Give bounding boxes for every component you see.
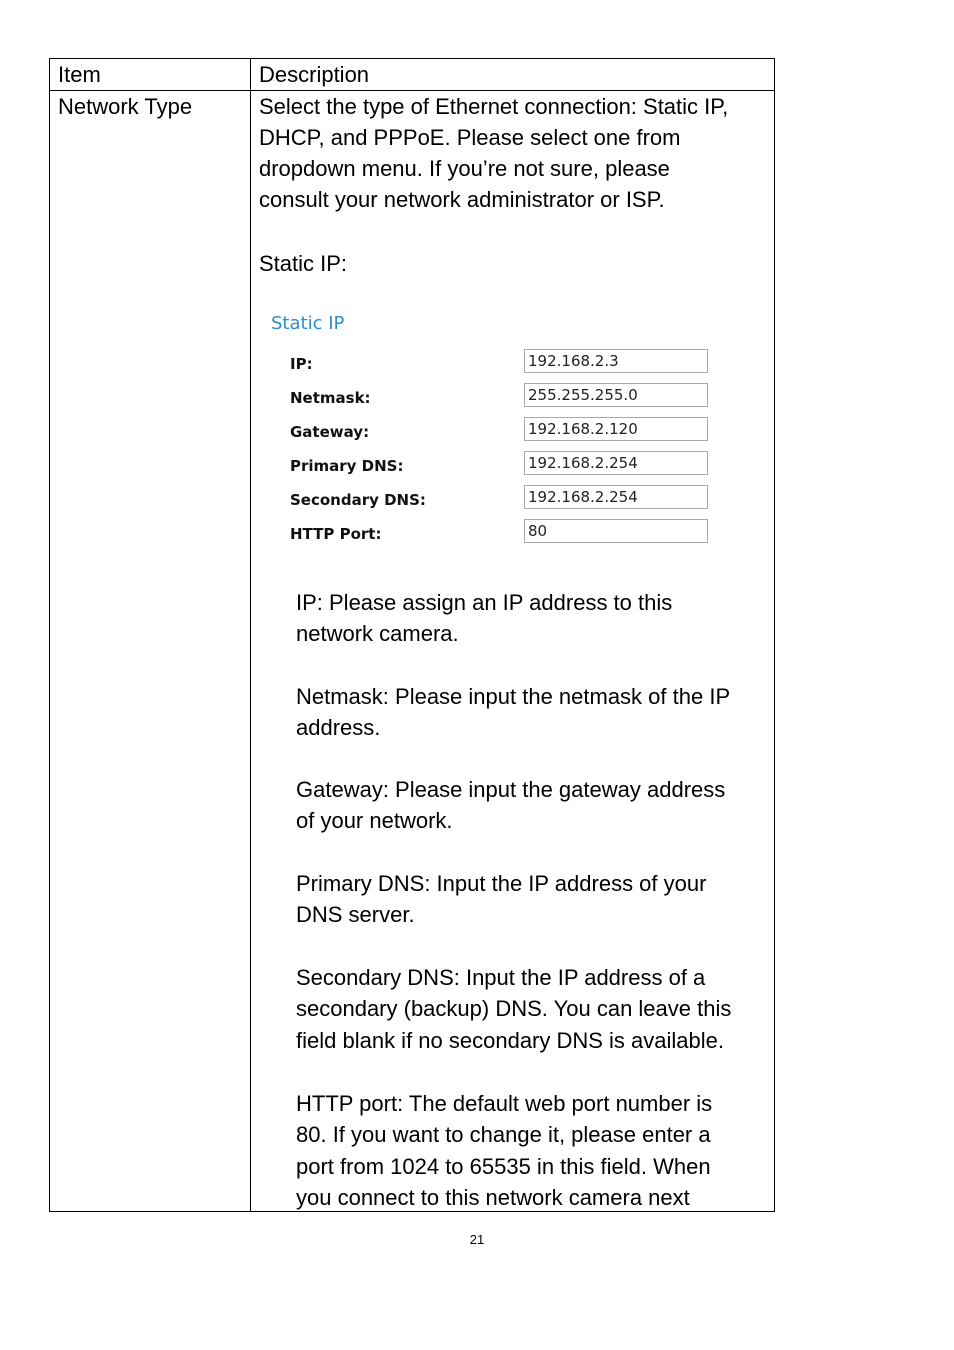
explanation-line: 80. If you want to change it, please enter a <box>296 1122 711 1148</box>
http-port-label: HTTP Port: <box>290 525 382 543</box>
description-table <box>49 58 775 1212</box>
explanation-line: Netmask: Please input the netmask of the IP <box>296 684 731 709</box>
gateway-label: Gateway: <box>290 423 370 441</box>
explanation-line: port from 1024 to 65535 in this field. When <box>296 1153 711 1179</box>
explanation-line: secondary (backup) DNS. You can leave this <box>296 996 732 1022</box>
explanation-line: of your network. <box>296 808 453 834</box>
explanation-line: Gateway: Please input the gateway address <box>296 777 726 802</box>
secondary-dns-input[interactable]: 192.168.2.254 <box>524 485 708 509</box>
secondary-dns-row <box>260 485 720 519</box>
secondary-dns-explanation <box>296 962 766 1056</box>
primary-dns-row <box>260 451 720 485</box>
netmask-explanation <box>296 681 766 744</box>
primary-dns-label: Primary DNS: <box>290 457 404 475</box>
netmask-row <box>260 383 720 417</box>
explanation-line: address. <box>296 715 381 741</box>
http-port-row <box>260 519 720 553</box>
intro-line: Select the type of Ethernet connection: Static IP, <box>259 94 729 119</box>
header-item: Item <box>58 62 101 87</box>
intro-line: dropdown menu. If you’re not sure, please <box>259 156 670 181</box>
static-ip-title: Static IP <box>271 313 345 334</box>
intro-line: DHCP, and PPPoE. Please select one from <box>259 125 681 150</box>
ip-row <box>260 349 720 383</box>
explanation-line: Secondary DNS: Input the IP address of a <box>296 965 706 990</box>
header-description: Description <box>259 62 370 87</box>
gateway-explanation <box>296 774 766 837</box>
static-ip-screenshot <box>260 309 720 549</box>
network-type-intro <box>259 91 769 215</box>
explanation-line: HTTP port: The default web port number is <box>296 1091 713 1116</box>
primary-dns-explanation <box>296 868 766 931</box>
http-port-explanation <box>296 1088 766 1213</box>
netmask-input[interactable]: 255.255.255.0 <box>524 383 708 407</box>
ip-label: IP: <box>290 355 313 373</box>
row-item-network-type: Network Type <box>58 94 193 119</box>
explanation-line: field blank if no secondary DNS is available. <box>296 1027 725 1053</box>
column-divider <box>250 59 251 1211</box>
static-ip-label: Static IP: <box>259 251 348 276</box>
ip-input[interactable]: 192.168.2.3 <box>524 349 708 373</box>
gateway-row <box>260 417 720 451</box>
http-port-input[interactable]: 80 <box>524 519 708 543</box>
explanation-line: you connect to this network camera next <box>296 1184 690 1210</box>
intro-line: consult your network administrator or ISP. <box>259 187 665 212</box>
secondary-dns-label: Secondary DNS: <box>290 491 426 509</box>
explanation-line: DNS server. <box>296 902 415 928</box>
netmask-label: Netmask: <box>290 389 371 407</box>
explanation-line: Primary DNS: Input the IP address of your <box>296 871 707 896</box>
page-number: 21 <box>469 1232 485 1247</box>
explanation-line: network camera. <box>296 621 459 647</box>
explanation-line: IP: Please assign an IP address to this <box>296 590 673 615</box>
primary-dns-input[interactable]: 192.168.2.254 <box>524 451 708 475</box>
gateway-input[interactable]: 192.168.2.120 <box>524 417 708 441</box>
ip-explanation <box>296 587 766 650</box>
